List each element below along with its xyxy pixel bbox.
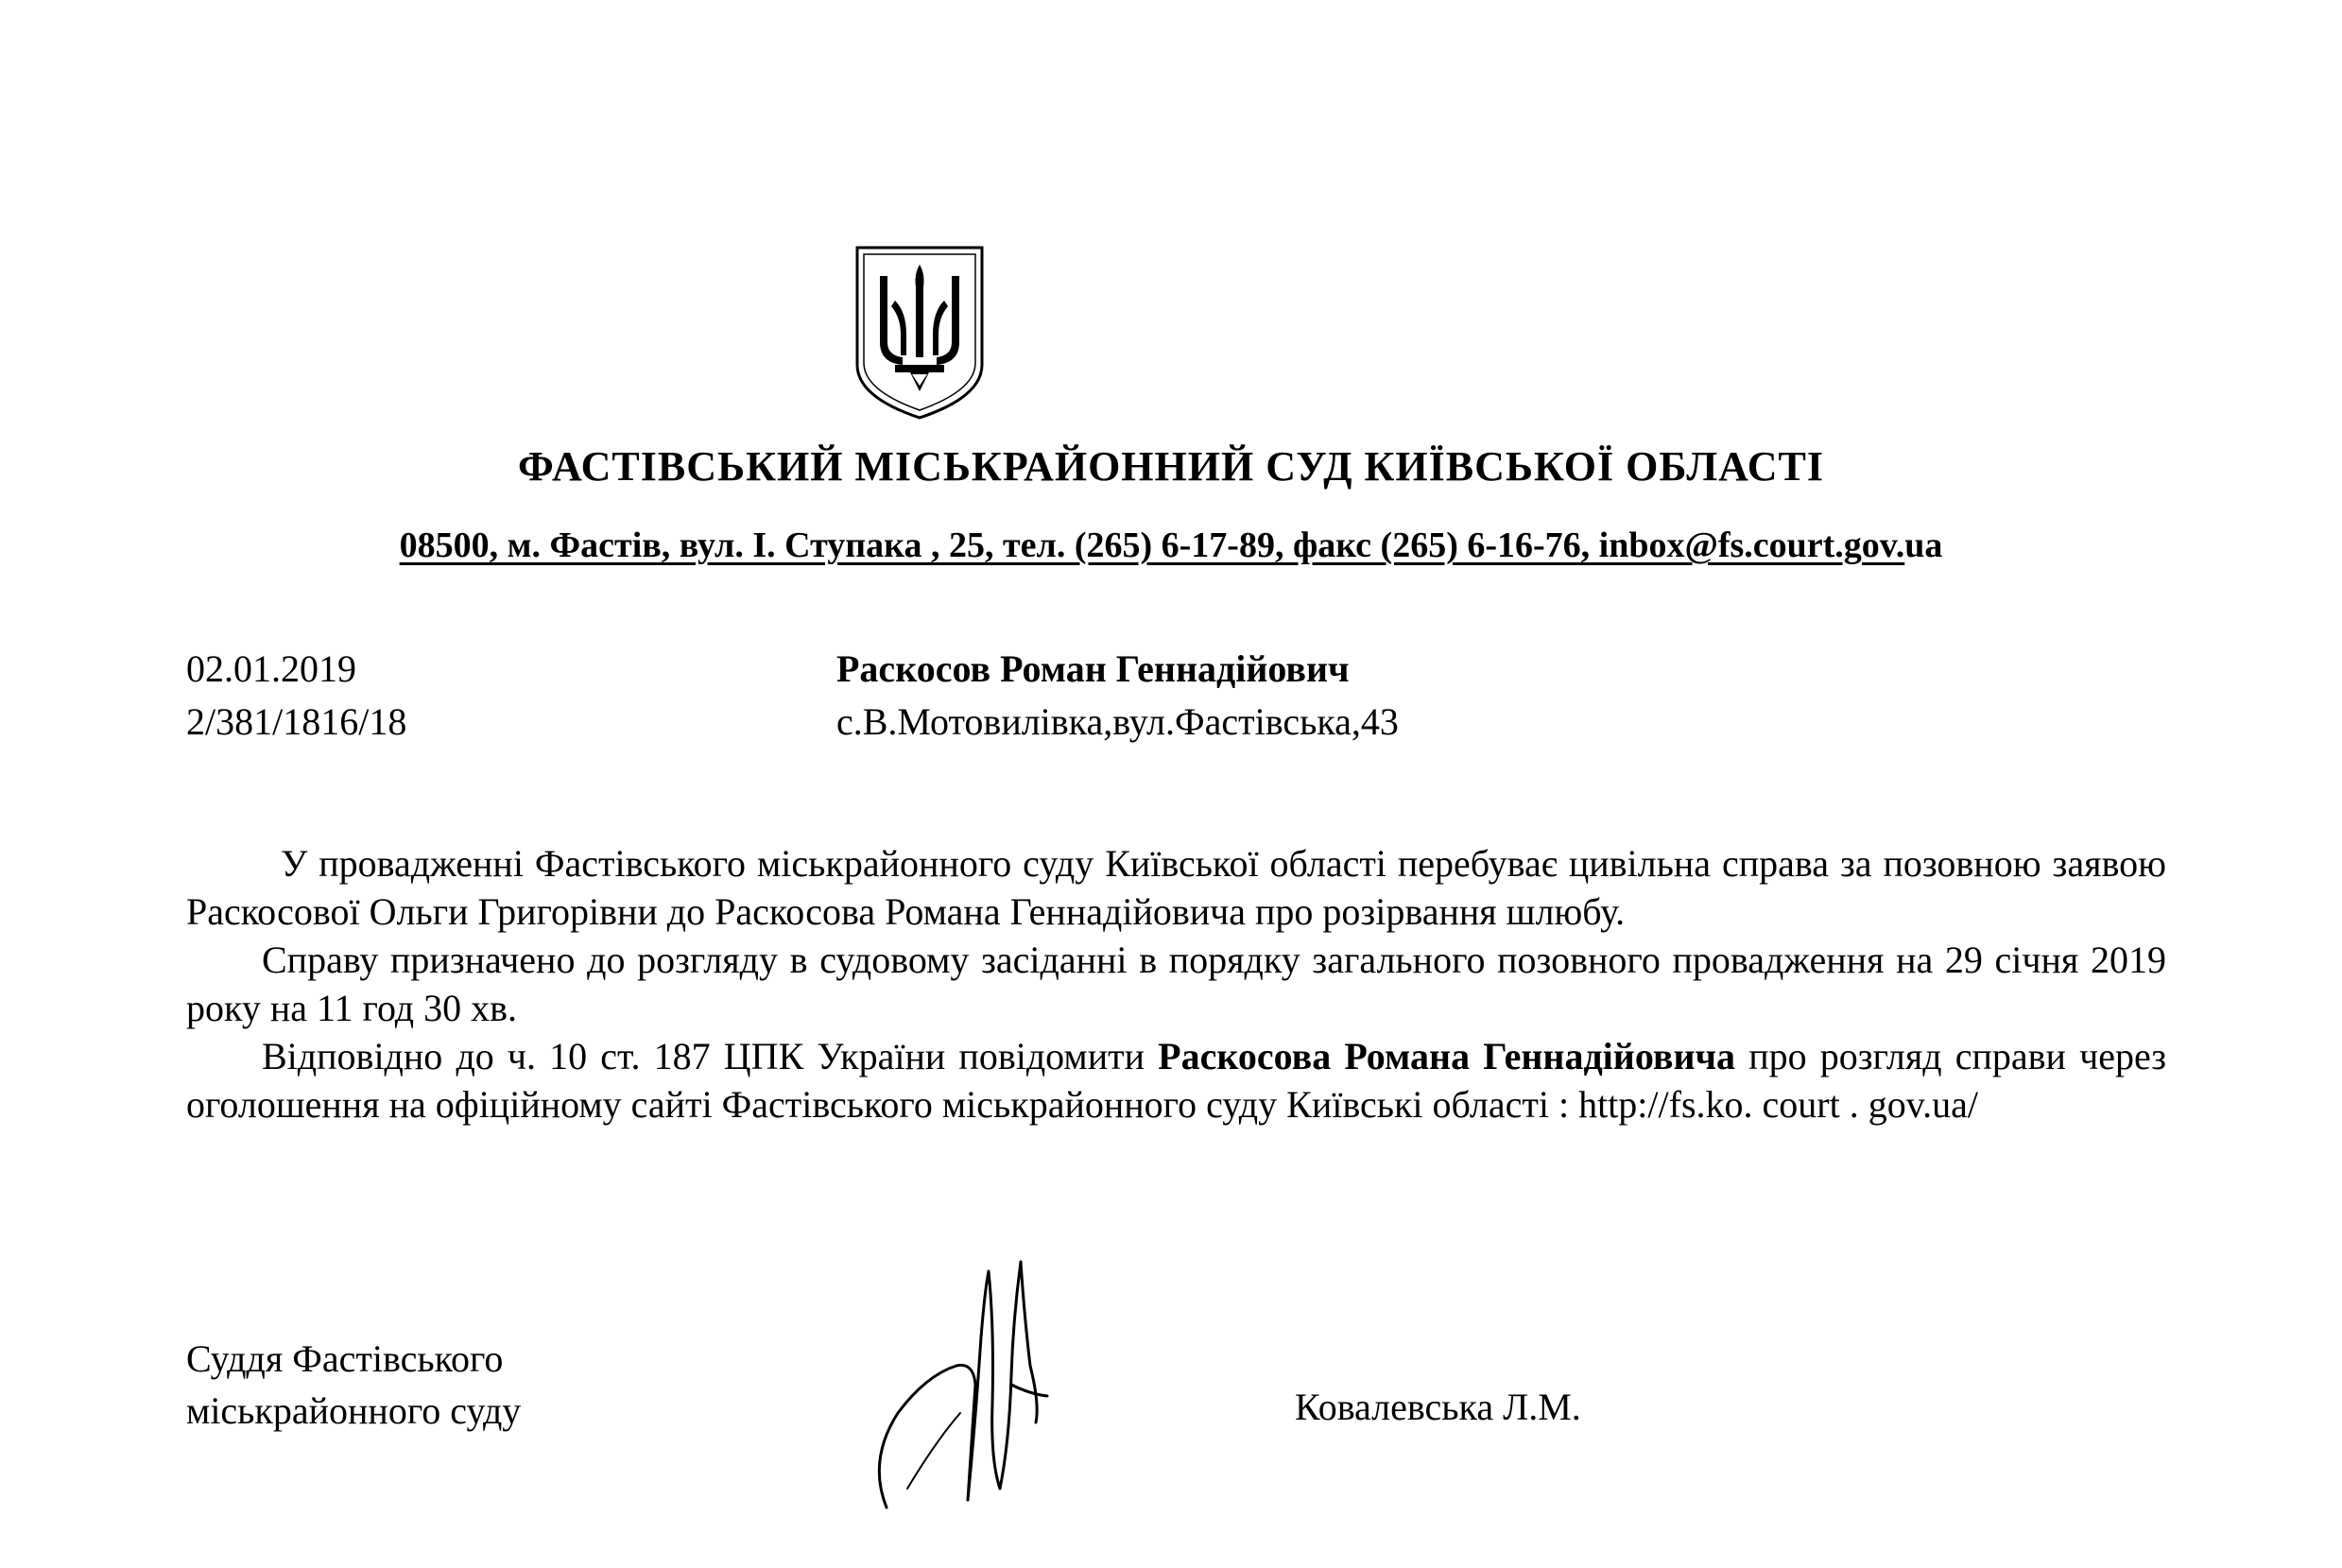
- judge-title-line-2: міськрайонного суду: [186, 1389, 522, 1432]
- document-meta: [186, 643, 406, 749]
- addressee-address: с.В.Мотовилівка,вул.Фастівська,43: [836, 700, 1399, 743]
- case-number: 2/381/1816/18: [186, 700, 407, 743]
- handwritten-signature: [870, 1252, 1059, 1512]
- body-paragraph-3: [186, 1032, 2166, 1129]
- body-paragraph-3-start: Відповідно до ч. 10 ст. 187 ЦПК України повідомити: [262, 1035, 1159, 1077]
- body-paragraph-2: Справу призначено до розгляду в судовому засіданні в порядку загального позовного провадження на 29 січня 2019 року на 11 год 30 хв.: [186, 939, 2166, 1029]
- judge-title: [186, 1333, 521, 1437]
- body-paragraph-3-end: про розгляд справи через оголошення на офіційному сайті Фастівського міськрайонного суду Київські області : http://fs.ko. court . gov.ua/: [186, 1035, 2167, 1126]
- body-paragraph-3-defendant: Раскосова Романа Геннадійовича: [1158, 1035, 1736, 1077]
- court-name-heading: ФАСТІВСЬКИЙ МІСЬКРАЙОННИЙ СУД КИЇВСЬКОЇ ОБЛАСТІ: [518, 443, 1824, 490]
- judge-name: Ковалевська Л.М.: [1295, 1386, 1581, 1428]
- tryzub-coat-of-arms-icon: [853, 244, 986, 422]
- document-date: 02.01.2019: [186, 647, 356, 690]
- court-address-underlined: 08500, м. Фастів, вул. І. Ступака , 25, тел. (265) 6-17-89, факс (265) 6-16-76, inbox@fs.court.gov.: [399, 526, 1905, 565]
- notice-body: [186, 839, 2166, 1129]
- court-address-tail: ua: [1904, 526, 1943, 565]
- court-contact-line: [0, 525, 2342, 566]
- body-paragraph-1: У провадженні Фастівського міськрайонного суду Київської області перебуває цивільна справа за позовною заявою Раскосової Ольги Григорівни до Раскосова Романа Геннадійовича про розірвання шлюбу.: [186, 842, 2166, 933]
- judge-title-line-1: Суддя Фастівського: [186, 1337, 504, 1380]
- addressee-name: Раскосов Роман Геннадійович: [836, 647, 1350, 690]
- addressee-block: [836, 643, 1399, 749]
